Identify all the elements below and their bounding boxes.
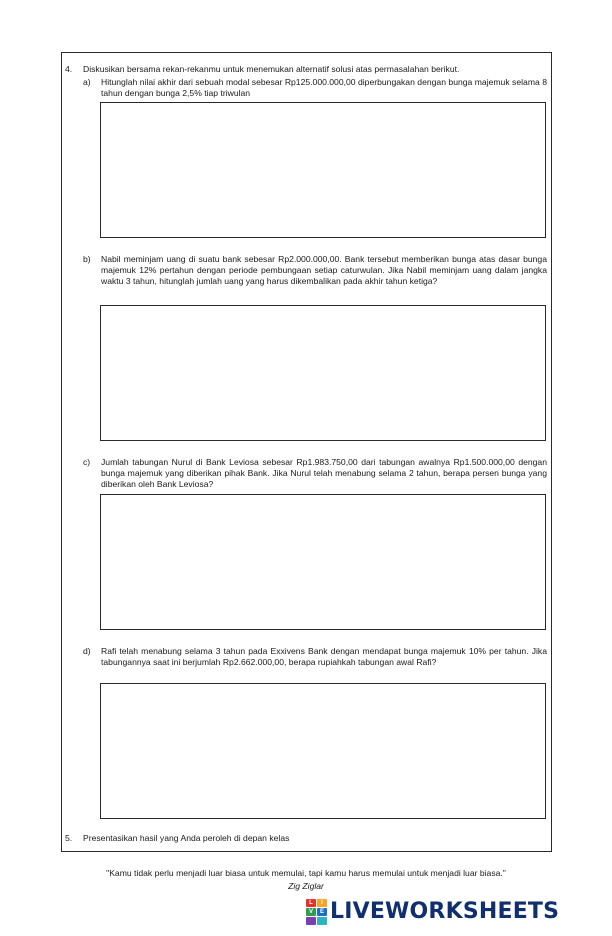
- question-4-number: 4.: [65, 64, 73, 74]
- item-b-text: Nabil meminjam uang di suatu bank sebesar Rp2.000.000,00. Bank tersebut memberikan bunga atas dasar bunga majemuk 12% pertahun dengan periode pembungaan setiap caturwulan. Jika Nabil meminjam uang dalam jangka waktu 3 tahun, hitunglah jumlah uang yang harus dikembalikan pada akhir tahun ketiga?: [101, 254, 547, 286]
- logo-tile-l: L: [306, 899, 316, 907]
- answer-box-a[interactable]: [100, 102, 546, 238]
- question-4-intro: Diskusikan bersama rekan-rekanmu untuk menemukan alternatif solusi atas permasalahan berikut.: [83, 64, 460, 74]
- logo-tile-i: I: [317, 899, 327, 907]
- logo-tile-5: [306, 917, 316, 925]
- question-5-number: 5.: [65, 833, 73, 843]
- item-b-label: b): [83, 254, 91, 264]
- question-5-text: Presentasikan hasil yang Anda peroleh di depan kelas: [83, 833, 290, 843]
- item-c-text: Jumlah tabungan Nurul di Bank Leviosa sebesar Rp1.983.750,00 dari tabungan awalnya Rp1.500.000,00 dengan bunga majemuk yang diberikan pihak Bank. Jika Nurul telah menabung selama 2 tahun, berapa persen bunga yang diberikan oleh Bank Leviosa?: [101, 457, 547, 489]
- logo-tile-6: [317, 917, 327, 925]
- item-c-label: c): [83, 457, 91, 467]
- answer-box-d[interactable]: [100, 683, 546, 819]
- item-a-text: Hitunglah nilai akhir dari sebuah modal sebesar Rp125.000.000,00 diperbungakan dengan bunga majemuk selama 8 tahun dengan bunga 2,5% tiap triwulan: [101, 77, 547, 98]
- logo-tile-v: V: [306, 908, 316, 916]
- item-d-text: Rafi telah menabung selama 3 tahun pada Exxivens Bank dengan mendapat bunga majemuk 10% per tahun. Jika tabungannya saat ini berjumlah Rp2.662.000,00, berapa rupiahkah tabungan awal Rafi?: [101, 646, 547, 667]
- liveworksheets-logo-icon: [306, 899, 326, 923]
- motivational-quote: "Kamu tidak perlu menjadi luar biasa untuk memulai, tapi kamu harus memulai untuk menjadi luar biasa.": [106, 868, 506, 878]
- liveworksheets-wordmark: LIVEWORKSHEETS: [330, 898, 560, 924]
- answer-box-b[interactable]: [100, 305, 546, 441]
- answer-box-c[interactable]: [100, 494, 546, 630]
- item-d-label: d): [83, 646, 91, 656]
- liveworksheets-logo[interactable]: [306, 896, 559, 926]
- quote-author: Zig Ziglar: [288, 881, 324, 891]
- item-a-label: a): [83, 77, 91, 87]
- logo-tile-e: E: [317, 908, 327, 916]
